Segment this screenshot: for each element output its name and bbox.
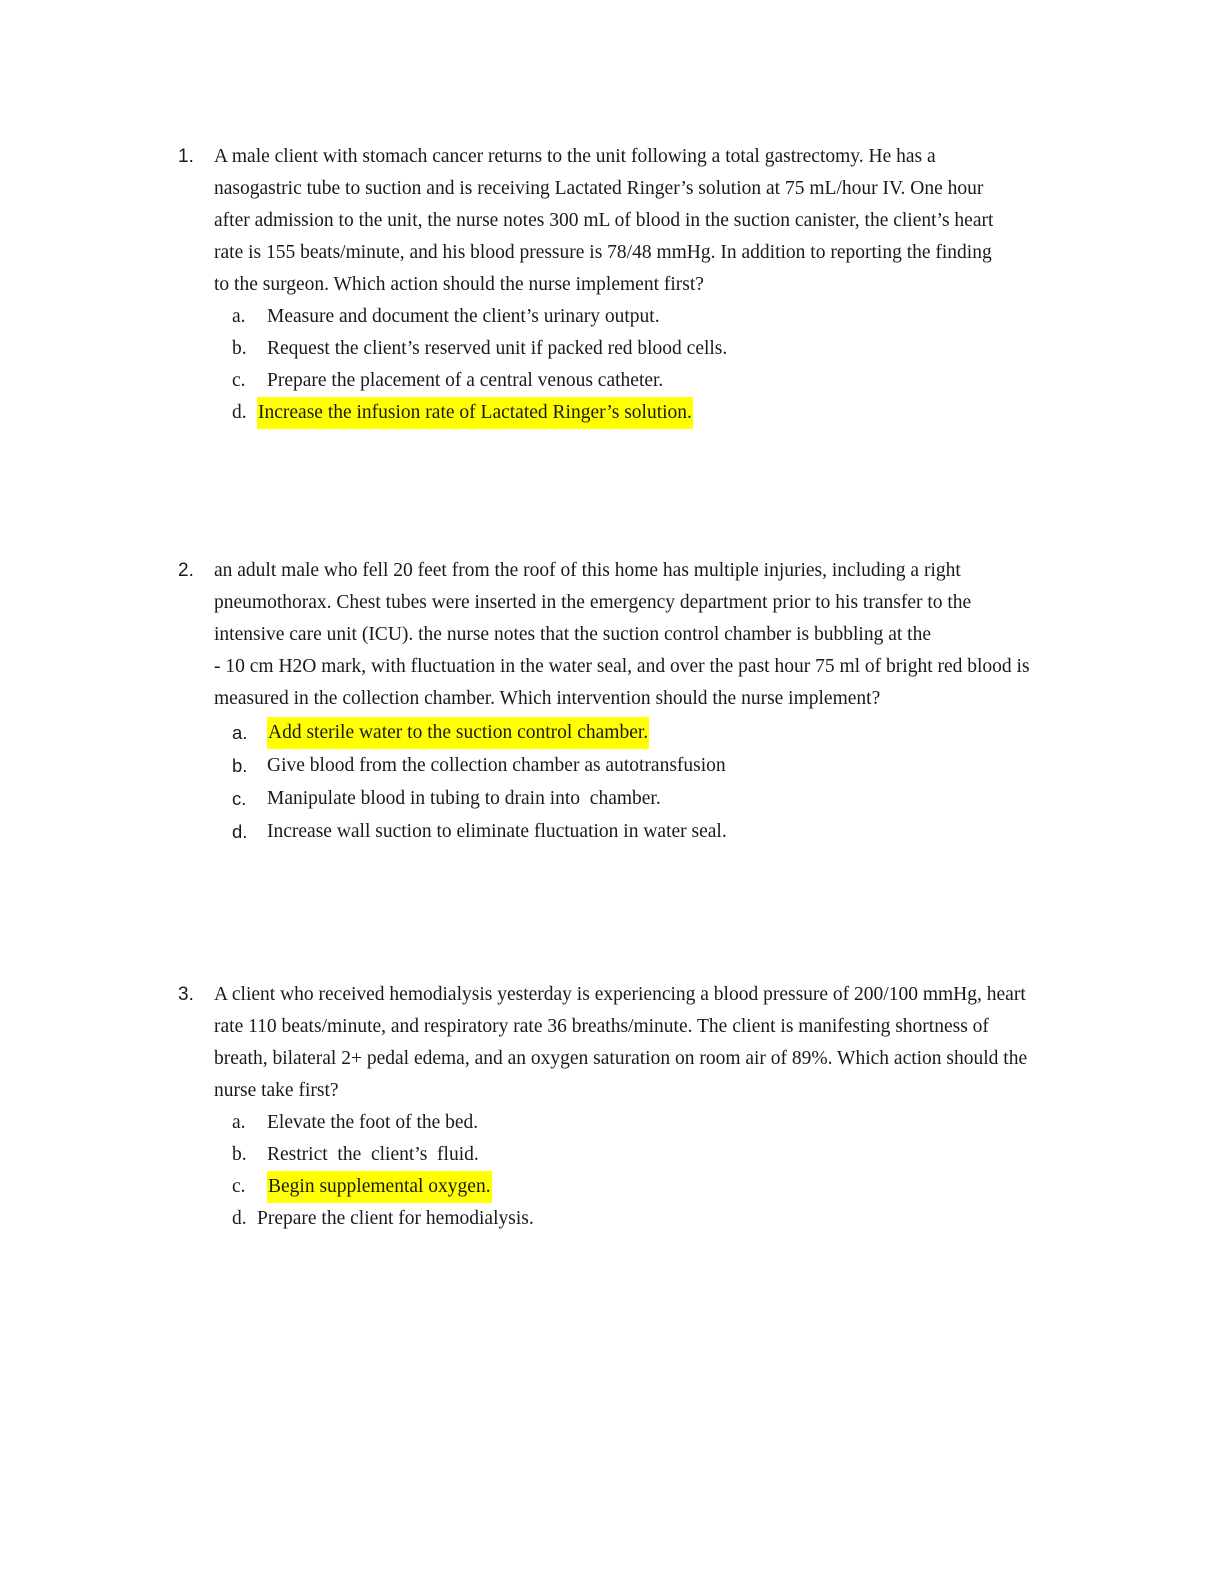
answer-options <box>178 717 1068 849</box>
stem-line: nasogastric tube to suction and is receiving Lactated Ringer’s solution at 75 mL/hour IV. One hour <box>214 178 984 199</box>
option-d <box>178 816 1068 849</box>
highlighted-answer: Begin supplemental oxygen. <box>267 1171 492 1203</box>
question-3 <box>178 979 1068 1235</box>
stem-line: nurse take first? <box>214 1080 339 1101</box>
stem-line: rate is 155 beats/minute, and his blood pressure is 78/48 mmHg. In addition to reporting the finding <box>214 242 992 263</box>
option-a <box>178 1107 1068 1139</box>
stem-line: breath, bilateral 2+ pedal edema, and an oxygen saturation on room air of 89%. Which action should the <box>214 1048 1028 1069</box>
option-text: Increase wall suction to eliminate fluctuation in water seal. <box>267 821 727 842</box>
option-text: Prepare the client for hemodialysis. <box>257 1208 534 1229</box>
question-2 <box>178 555 1068 849</box>
option-letter: a. <box>232 722 248 743</box>
option-letter: a. <box>232 306 246 327</box>
stem-line: rate 110 beats/minute, and respiratory rate 36 breaths/minute. The client is manifesting shortness of <box>214 1016 989 1037</box>
option-letter: d. <box>232 402 247 423</box>
option-text: Give blood from the collection chamber as autotransfusion <box>267 755 726 776</box>
option-c <box>178 1171 1068 1203</box>
stem-line: measured in the collection chamber. Which intervention should the nurse implement? <box>214 688 881 709</box>
option-b <box>178 1139 1068 1171</box>
option-c <box>178 783 1068 816</box>
option-letter: a. <box>232 1112 246 1133</box>
option-d <box>178 397 1068 429</box>
option-b <box>178 333 1068 365</box>
option-letter: b. <box>232 1144 247 1165</box>
option-letter: d. <box>232 1208 247 1229</box>
option-text: Restrict the client’s fluid. <box>267 1144 479 1165</box>
option-b <box>178 750 1068 783</box>
option-letter: c. <box>232 370 246 391</box>
stem-line: A male client with stomach cancer returns to the unit following a total gastrectomy. He has a <box>214 146 936 167</box>
option-a <box>178 301 1068 333</box>
question-stem <box>214 555 1068 715</box>
option-c <box>178 365 1068 397</box>
question-number: 1. <box>178 146 194 167</box>
question-stem <box>214 141 1068 301</box>
option-letter: c. <box>232 1176 246 1197</box>
option-letter: b. <box>232 755 248 776</box>
highlighted-answer: Add sterile water to the suction control chamber. <box>267 717 649 749</box>
stem-line: pneumothorax. Chest tubes were inserted in the emergency department prior to his transfer to the <box>214 592 972 613</box>
stem-line: an adult male who fell 20 feet from the roof of this home has multiple injuries, including a right <box>214 560 961 581</box>
option-d <box>178 1203 1068 1235</box>
stem-line: to the surgeon. Which action should the nurse implement first? <box>214 274 704 295</box>
option-letter: c. <box>232 788 247 809</box>
stem-line: - 10 cm H2O mark, with fluctuation in the water seal, and over the past hour 75 ml of bright red blood is <box>214 656 1030 677</box>
answer-options <box>178 1107 1068 1235</box>
stem-line: intensive care unit (ICU). the nurse notes that the suction control chamber is bubbling at the <box>214 624 931 645</box>
highlighted-answer: Increase the infusion rate of Lactated Ringer’s solution. <box>257 397 693 429</box>
option-text: Measure and document the client’s urinary output. <box>267 306 660 327</box>
option-letter: d. <box>232 821 248 842</box>
option-text: Request the client’s reserved unit if packed red blood cells. <box>267 338 728 359</box>
stem-line: A client who received hemodialysis yesterday is experiencing a blood pressure of 200/100 mmHg, heart <box>214 984 1026 1005</box>
option-text: Elevate the foot of the bed. <box>267 1112 479 1133</box>
question-1 <box>178 141 1068 429</box>
stem-line: after admission to the unit, the nurse notes 300 mL of blood in the suction canister, the client’s heart <box>214 210 994 231</box>
option-letter: b. <box>232 338 247 359</box>
option-a <box>178 717 1068 750</box>
answer-options <box>178 301 1068 429</box>
option-text: Prepare the placement of a central venous catheter. <box>267 370 664 391</box>
question-number: 2. <box>178 560 194 581</box>
question-stem <box>214 979 1068 1107</box>
option-text: Manipulate blood in tubing to drain into chamber. <box>267 788 661 809</box>
question-number: 3. <box>178 984 194 1005</box>
